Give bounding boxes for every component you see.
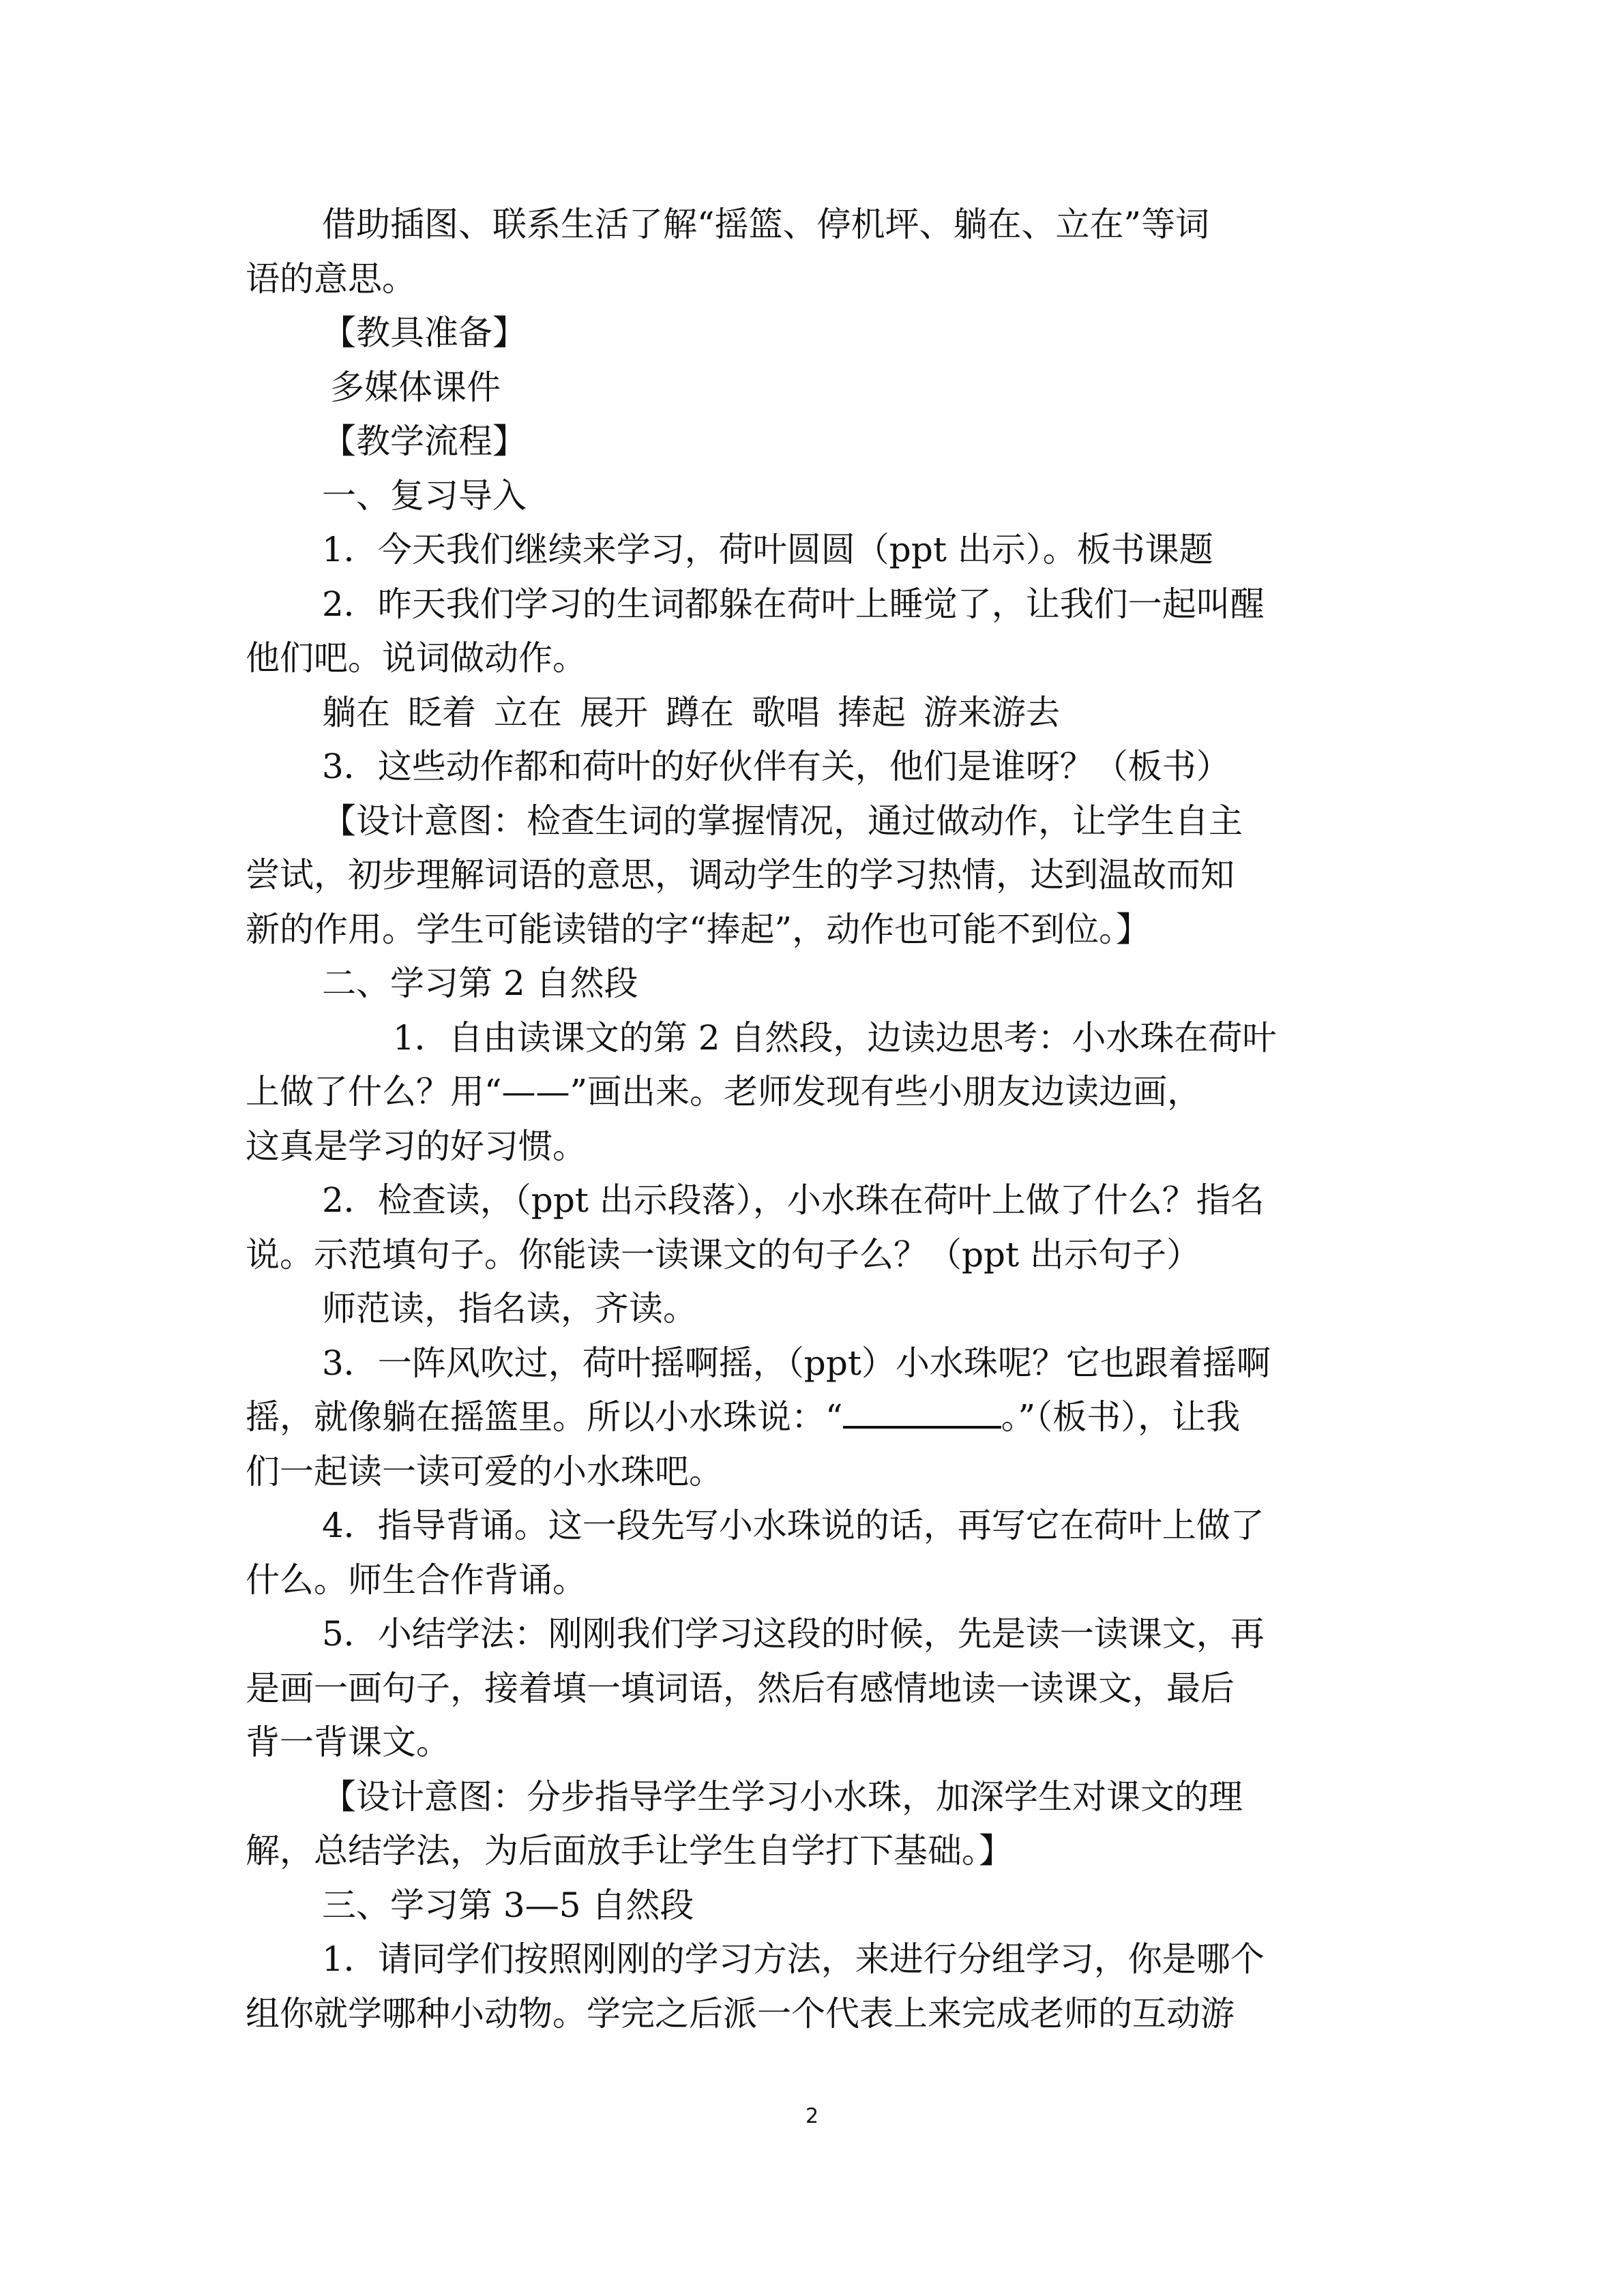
text-segment: 。”（板书），让我 [1001,1397,1241,1437]
section-title-paragraphs-3-5: 三、学习第 3—5 自然段 [322,1885,694,1925]
text-line: 3．一阵风吹过，荷叶摇啊摇，（ppt）小水珠呢？它也跟着摇啊 [322,1343,1271,1383]
text-line: 1．自由读课文的第 2 自然段，边读边思考：小水珠在荷叶 [393,1017,1277,1058]
vocabulary-word: 游来游去 [924,692,1060,732]
text-line: 背一背课文。 [246,1723,450,1762]
design-intent-line: 【设计意图：分步指导学生学习小水珠，加深学生对课文的理 [322,1776,1243,1817]
vocabulary-word: 歌唱 [752,692,820,732]
text-line: 2．检查读，（ppt 出示段落），小水珠在荷叶上做了什么？指名 [322,1180,1265,1220]
document-body [246,198,1371,2041]
text-line: 4．指导背诵。这一段先写小水珠说的话，再写它在荷叶上做了 [322,1506,1265,1545]
design-intent-line: 尝试，初步理解词语的意思，调动学生的学习热情，达到温故而知 [246,855,1235,895]
text-segment: 摇，就像躺在摇篮里。所以小水珠说：“ [246,1397,843,1437]
text-line: 2．昨天我们学习的生词都躲在荷叶上睡觉了，让我们一起叫醒 [322,584,1265,624]
text-line: 这真是学习的好习惯。 [246,1126,587,1166]
text-line-with-blank [246,1390,1371,1445]
text-line: 是画一画句子，接着填一填词语，然后有感情地读一读课文，最后 [246,1668,1235,1708]
design-intent-line: 解，总结学法，为后面放手让学生自学打下基础。】 [246,1831,1013,1870]
vocabulary-word: 捧起 [838,692,906,732]
fill-in-blank [843,1396,1001,1429]
page-number: 2 [805,2104,819,2128]
text-line: 上做了什么？用“——”画出来。老师发现有些小朋友边读边画， [246,1072,1202,1112]
section-title-review: 一、复习导入 [322,475,527,516]
text-line: 1．请同学们按照刚刚的学习方法，来进行分组学习，你是哪个 [322,1939,1265,1979]
teaching-aids-item: 多媒体课件 [330,367,501,407]
design-intent-line: 【设计意图：检查生词的掌握情况，通过做动作，让学生自主 [322,801,1243,841]
text-line: 3．这些动作都和荷叶的好伙伴有关，他们是谁呀？（板书） [322,747,1230,786]
text-line: 1．今天我们继续来学习，荷叶圆圆（ppt 出示）。板书课题 [322,530,1213,569]
text-line: 组你就学哪种小动物。学完之后派一个代表上来完成老师的互动游 [246,1993,1235,2033]
vocabulary-word: 展开 [580,692,648,732]
vocabulary-word: 躺在 [322,692,390,732]
text-line: 什么。师生合作背诵。 [246,1560,587,1600]
text-line: 语的意思。 [246,258,416,299]
vocabulary-word: 眨着 [408,692,476,732]
text-line: 们一起读一读可爱的小水珠吧。 [246,1451,723,1491]
design-intent-line: 新的作用。学生可能读错的字“捧起”，动作也可能不到位。】 [246,909,1151,949]
text-line: 5．小结学法：刚刚我们学习这段的时候，先是读一读课文，再 [322,1614,1265,1654]
vocabulary-word: 立在 [494,692,562,732]
heading-teaching-aids: 【教具准备】 [322,313,527,353]
text-line: 师范读，指名读，齐读。 [322,1289,697,1328]
heading-teaching-flow: 【教学流程】 [322,421,527,461]
vocabulary-word: 蹲在 [666,692,734,732]
section-title-paragraph-2: 二、学习第 2 自然段 [322,964,638,1003]
vocabulary-list [246,686,1371,741]
text-line: 说。示范填句子。你能读一读课文的句子么？（ppt 出示句子） [246,1234,1200,1274]
text-line: 他们吧。说词做动作。 [246,638,587,678]
text-line: 借助插图、联系生活了解“摇篮、停机坪、躺在、立在”等词 [322,205,1210,244]
